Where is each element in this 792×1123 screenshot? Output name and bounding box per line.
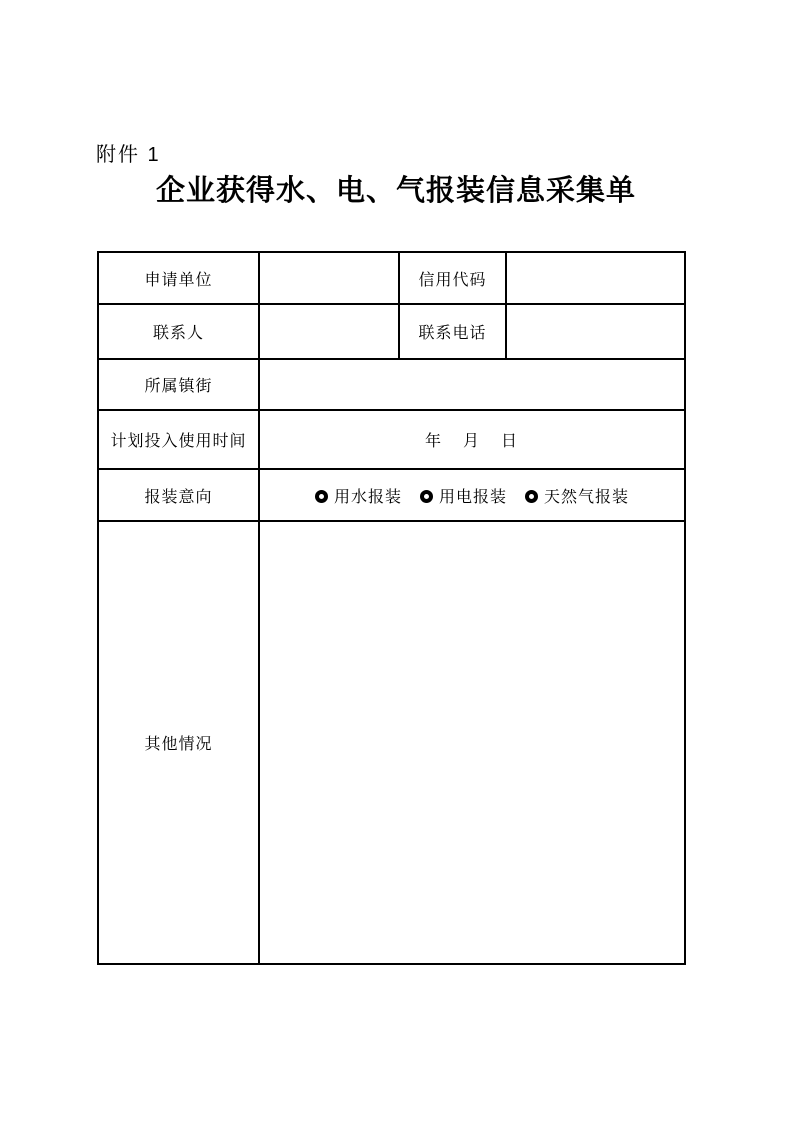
intention-label-cell: 报装意向 — [98, 469, 259, 521]
intention-option-water-label: 用水报装 — [333, 488, 402, 506]
planned-time-label-cell: 计划投入使用时间 — [98, 410, 259, 469]
intention-option-electricity-label: 用电报装 — [438, 488, 507, 506]
applicant-label-cell: 申请单位 — [98, 252, 259, 304]
collection-form-table — [97, 251, 686, 965]
contact-phone-label-cell: 联系电话 — [399, 304, 506, 359]
table-row-town — [98, 359, 685, 410]
intention-options-cell — [259, 469, 685, 521]
intention-option-electricity — [420, 484, 507, 507]
filled-radio-icon — [525, 490, 538, 503]
form-title: 企业获得水、电、气报装信息采集单 — [155, 175, 636, 207]
town-label-cell: 所属镇街 — [98, 359, 259, 410]
other-label-cell: 其他情况 — [98, 521, 259, 964]
credit-code-value-cell — [506, 252, 685, 304]
contact-phone-value-cell — [506, 304, 685, 359]
credit-code-label-cell: 信用代码 — [399, 252, 506, 304]
contact-person-value-cell — [259, 304, 399, 359]
intention-option-water — [315, 484, 402, 507]
town-value-cell — [259, 359, 685, 410]
table-row-contact — [98, 304, 685, 359]
planned-time-value-cell: 年 月 日 — [259, 410, 685, 469]
filled-radio-icon — [420, 490, 433, 503]
contact-person-label-cell: 联系人 — [98, 304, 259, 359]
intention-option-gas-label: 天然气报装 — [544, 488, 630, 506]
table-row-planned-time — [98, 410, 685, 469]
table-row-intention — [98, 469, 685, 521]
table-row-applicant — [98, 252, 685, 304]
applicant-value-cell — [259, 252, 399, 304]
intention-option-gas — [525, 484, 629, 507]
attachment-label: 附件 1 — [96, 144, 161, 166]
other-value-cell — [259, 521, 685, 964]
table-row-other — [98, 521, 685, 964]
filled-radio-icon — [315, 490, 328, 503]
